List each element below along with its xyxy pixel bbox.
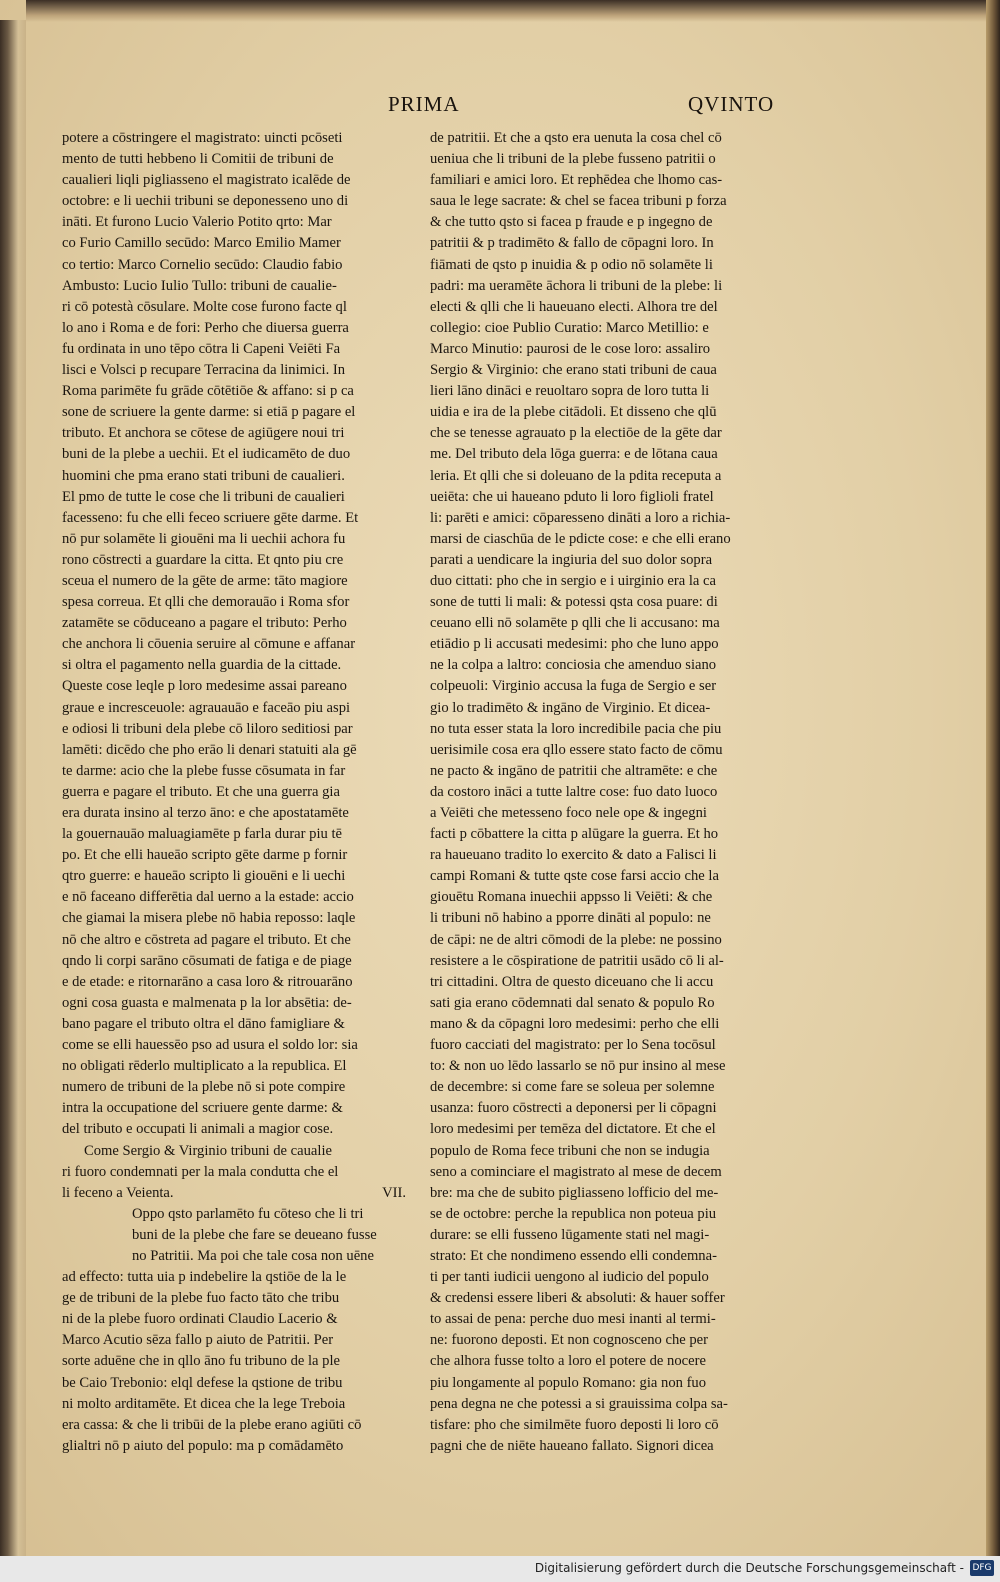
text-line: facesseno: fu che elli feceo scriuere gēte darme. Et — [62, 509, 359, 526]
text-line: li: parēti e amici: cōparesseno dināti a loro a richia- — [430, 509, 731, 526]
text-line: che se tenesse agrauato p la electiōe de la gēte dar — [430, 425, 722, 442]
text-line: ināti. Et furono Lucio Valerio Potito qrto: Mar — [62, 214, 332, 231]
text-line: Marco Minutio: paurosi de le cose loro: assaliro — [430, 340, 711, 357]
text-line: nō che altro e cōstreta ad pagare el tributo. Et che — [62, 931, 351, 948]
text-line: de cāpi: ne de altri cōmodi de la plebe: ne possino — [430, 931, 722, 948]
text-line: duo cittati: pho che in sergio e i uirginio era la ca — [430, 572, 716, 589]
text-line: Queste cose leqle p loro medesime assai pareano — [62, 678, 347, 695]
text-line: lieri lāno dināci e reuoltaro sopra de loro tutta li — [430, 383, 710, 400]
text-line: marsi de ciaschūa de le pdicte cose: e che elli erano — [430, 530, 731, 547]
text-line: che anchora li cōuenia seruire al cōmune e affanar — [62, 636, 356, 653]
text-line: resistere a le cōspiratione de patritii usādo cō li al- — [430, 952, 724, 969]
text-line: me. Del tributo dela lōga guerra: e de lōtana caua — [430, 446, 718, 463]
text-line: campi Romani & tutte qste cose farsi accio che la — [430, 868, 719, 885]
left-page-edge — [0, 20, 26, 1556]
text-line: colpeuoli: Virginio accusa la fuga de Sergio e ser — [430, 678, 717, 695]
text-line: uerisimile cosa era qllo essere stato facto de cōmu — [430, 741, 723, 758]
text-line: la gouernauāo maluagiamēte p farla durar piu tē — [62, 826, 342, 843]
text-line: uidia e ira de la plebe citādoli. Et disseno che qlū — [430, 404, 717, 421]
text-line: sone de scriuere la gente darme: si etiā p pagare el — [62, 404, 356, 421]
text-line: nō pur solamēte li giouēni ma li uechii achora fu — [62, 530, 346, 547]
text-line: ne la colpa a laltro: conciosia che amenduo siano — [430, 657, 717, 674]
text-line: El pmo de tutte le cose che li tribuni de caualieri — [62, 488, 345, 505]
running-header-right: QVINTO — [688, 92, 775, 116]
text-line: sceua el numero de la gēte de arme: tāto magiore — [62, 572, 348, 589]
text-line: era durata insino al terzo āno: e che apostatamēte — [62, 805, 349, 821]
text-line: da costoro ināci a tutte laltre cose: fuo dato luoco — [430, 783, 718, 800]
text-line: bano pagare el tributo oltra el dāno famigliare & — [62, 1015, 345, 1032]
text-line: bre: ma che de subito pigliasseno lofficio del me- — [430, 1184, 719, 1201]
text-line: caualieri liqli pigliasseno el magistrato icalēde de — [62, 172, 351, 189]
text-line: leria. Et qlli che si doleuano de la pdita receputa a — [430, 467, 722, 484]
text-line: piu longamente al populo Romano: gia non fuo — [430, 1374, 707, 1391]
text-line: etiādio p li accusati medesimi: pho che luno appo — [430, 636, 719, 653]
text-line: ti per tanti iudicii uengono al iudicio del populo — [430, 1269, 709, 1286]
chapter-text-line: ni molto arditamēte. Et dicea che la lege Treboia — [62, 1395, 346, 1412]
chapter-text-line: glialtri nō p aiuto del populo: ma p comādamēto — [62, 1437, 344, 1454]
text-line: ri cō potestà cōsulare. Molte cose furono facte ql — [62, 298, 347, 315]
text-line: durare: se elli fusseno lūgamente stati nel magi- — [430, 1226, 710, 1243]
text-line: zatamēte se cōduceano a pagare el tributo: Perho — [62, 615, 347, 632]
text-line: usanza: fuoro cōstrecti a deponersi per li cōpagni — [430, 1100, 717, 1117]
text-line: Sergio & Virginio: che erano stati tribuni de caua — [430, 362, 717, 379]
text-line: fiāmati de qsto p inuidia & p odio nō solamēte li — [430, 256, 713, 273]
left-text-column — [62, 128, 414, 1457]
text-line: graue e incresceuole: agrauauāo e faceāo piu aspi — [62, 699, 351, 716]
text-line: a Veiēti che metesseno foco nele ope & ingegni — [430, 805, 707, 821]
chapter-text-line: sorte aduēne che in qllo āno fu tribuno de la ple — [62, 1353, 341, 1370]
text-line: che alhora fusse tolto a loro el potere de nocere — [430, 1353, 706, 1370]
text-line: ne pacto & ingāno de patritii che altramēte: e che — [430, 762, 718, 779]
right-text-column — [430, 128, 798, 1457]
text-line: fuoro cacciati del magistrato: per lo Sena tocōsul — [430, 1037, 716, 1054]
text-line: & che tutto qsto si facea p fraude e p ingegno de — [430, 214, 713, 231]
chapter-heading-line: Come Sergio & Virginio tribuni de caualie — [84, 1142, 332, 1159]
text-line: loro medesimi per temēza del dictatore. Et che el — [430, 1121, 716, 1138]
text-line: buni de la plebe a uechii. Et el iudicamēto de duo — [62, 446, 351, 463]
text-line: spesa correua. Et qlli che demorauāo i Roma sfor — [62, 594, 350, 611]
text-line: lamēti: dicēdo che pho erāo li denari statuiti ala gē — [62, 741, 357, 758]
text-line: familiari e amici loro. Et rephēdea che lhomo cas- — [430, 172, 723, 189]
text-line: to assai de pena: perche duo mesi inanti al termi- — [430, 1311, 716, 1328]
text-line: come se elli hauessēo pso ad usura el soldo lor: sia — [62, 1037, 358, 1054]
text-line: parati a uendicare la ingiuria del suo dolor sopra — [430, 551, 713, 568]
text-line: padri: ma ueramēte āchora li tribuni de la plebe: li — [430, 277, 723, 294]
text-line: facti p cōbattere la citta p alūgare la guerra. Et ho — [430, 826, 719, 843]
text-line: Ambusto: Lucio Iulio Tullo: tribuni de caualie- — [62, 277, 337, 294]
text-line: de decembre: si come fare se soleua per solemne — [430, 1079, 715, 1096]
text-line: & credensi essere liberi & absoluti: & hauer soffer — [430, 1290, 725, 1307]
chapter-heading-line: li feceno a Veienta. VII. — [62, 1183, 414, 1204]
chapter-text-line: ni de la plebe fuoro ordinati Claudio Lacerio & — [62, 1311, 338, 1328]
text-line: intra la occupatione del scriuere gente darme: & — [62, 1100, 343, 1117]
text-line: te darme: acio che la plebe fusse cōsumata in far — [62, 762, 346, 779]
text-line: strato: Et che nondimeno essendo elli condemna- — [430, 1247, 717, 1264]
text-line: tisfare: pho che similmēte fuoro deposti li loro cō — [430, 1416, 719, 1433]
text-line: ceuano elli nō solamēte p qlli che li accusano: ma — [430, 615, 720, 632]
text-line: giouētu Romana inuechii appsso li Veiēti: & che — [430, 889, 713, 906]
text-line: li tribuni nō habino a pporre dināti al populo: ne — [430, 910, 711, 927]
right-page-edge — [986, 0, 1000, 1556]
text-line: qtro guerre: e haueāo scripto li giouēni e li uechi — [62, 868, 346, 885]
text-line: de patritii. Et che a qsto era uenuta la cosa chel cō — [430, 130, 722, 146]
running-header-left: PRIMA — [388, 92, 460, 116]
chapter-text-line: ge de tribuni de la plebe fuo facto tāto che tribu — [62, 1290, 340, 1307]
chapter-text-line: era cassa: & che li tribūi de la plebe erano agiūti cō — [62, 1416, 362, 1433]
chapter-text-line: Marco Acutio sēza fallo p aiuto de Patritii. Per — [62, 1332, 334, 1349]
text-line: patritii & p tradimēto & fallo de cōpagni loro. In — [430, 235, 714, 252]
text-line: ogni cosa guasta e malmenata p la lor absētia: de- — [62, 994, 352, 1011]
text-line: e odiosi li tribuni dela plebe cō liloro seditiosi par — [62, 720, 353, 737]
text-line: gio lo tradimēto & ingāno de Virginio. Et dicea- — [430, 699, 711, 716]
chapter-text-line: buni de la plebe che fare se deueano fusse — [132, 1226, 377, 1243]
text-line: no obligati rēderlo multiplicato a la republica. El — [62, 1058, 347, 1075]
chapter-text-line: ad effecto: tutta uia p indebelire la qstiōe de la le — [62, 1269, 347, 1286]
text-line: che giamai la misera plebe nō habia reposso: laqle — [62, 910, 356, 927]
text-line: electi & qlli che li haueuano electi. Alhora tre del — [430, 298, 718, 315]
text-line: sati gia erano cōdemnati dal senato & populo Ro — [430, 994, 715, 1011]
text-line: del tributo e occupati li animali a magior cose. — [62, 1121, 334, 1138]
text-line: lisci e Volsci p recupare Terracina da linimici. In — [62, 362, 346, 379]
text-line: e de etade: e ritornarāno a casa loro & ritrouarāno — [62, 973, 353, 990]
text-line: fu ordinata in uno tēpo cōtra li Capeni Veiēti Fa — [62, 340, 341, 357]
text-line: Roma parimēte fu grāde cōtētiōe & affano: si p ca — [62, 383, 354, 400]
text-line: se de octobre: perche la republica non poteua piu — [430, 1205, 717, 1222]
text-line: numero de tribuni de la plebe nō si pote compire — [62, 1079, 346, 1096]
text-line: rono cōstrecti a guardare la citta. Et qnto piu cre — [62, 551, 344, 568]
chapter-heading-line: ri fuoro condemnati per la mala condutta che el — [62, 1163, 339, 1180]
text-line: ueiēta: che ui haueano pduto li loro figlioli fratel — [430, 488, 714, 505]
text-line: co Furio Camillo secūdo: Marco Emilio Mamer — [62, 235, 341, 252]
text-line: ne: fuorono deposti. Et non cognosceno che per — [430, 1332, 709, 1349]
text-line: tributo. Et anchora se cōtese de agiūgere noui tri — [62, 425, 345, 442]
text-line: ueniua che li tribuni de la plebe fusseno patritii o — [430, 151, 716, 168]
text-line: populo de Roma fece tribuni che non se indugia — [430, 1142, 710, 1159]
text-line: pena degna ne che potessi a si grauissima colpa sa- — [430, 1395, 728, 1412]
text-line: no tuta esser stata la loro incredibile pacia che piu — [430, 720, 722, 737]
dfg-logo: DFG — [970, 1560, 994, 1576]
chapter-number: VII. — [382, 1184, 406, 1201]
text-line: mento de tutti hebbeno li Comitii de tribuni de — [62, 151, 334, 168]
chapter-text-line: be Caio Trebonio: elql defese la qstione de tribu — [62, 1374, 343, 1391]
text-line: huomini che pma erano stati tribuni de caualieri. — [62, 467, 345, 484]
text-line: seno a cominciare el magistrato al mese de decem — [430, 1163, 722, 1180]
text-line: sone de tutti li mali: & potessi qsta cosa puare: di — [430, 594, 718, 611]
text-line: tri cittadini. Oltra de questo diceuano che li accu — [430, 973, 714, 990]
text-line: guerra e pagare el tributo. Et che una guerra gia — [62, 783, 340, 800]
text-line: lo ano i Roma e de fori: Perho che diuersa guerra — [62, 319, 349, 336]
chapter-text-line: Oppo qsto parlamēto fu cōteso che li tri — [132, 1205, 364, 1222]
text-line: e nō faceano differētia dal uerno a la estade: accio — [62, 889, 354, 906]
text-line: octobre: e li uechii tribuni se deponesseno uno di — [62, 193, 349, 210]
text-line: to: & non uo lēdo lassarlo se nō pur insino al mese — [430, 1058, 726, 1075]
text-line: collegio: cioe Publio Curatio: Marco Metillio: e — [430, 319, 709, 336]
funding-credit: Digitalisierung gefördert durch die Deutsche Forschungsgemeinschaft - — [534, 1561, 964, 1575]
text-line: pagni che de niēte haueano fallato. Signori dicea — [430, 1437, 714, 1454]
page-top-shadow — [26, 0, 986, 22]
text-line: saua le lege sacrate: & chel se facea tribuni p forza — [430, 193, 727, 210]
text-line: potere a cōstringere el magistrato: uincti pcōseti — [62, 130, 343, 146]
text-line: qndo li corpi sarāno cōsumati de fatiga e de piage — [62, 952, 352, 969]
text-line: si oltra el pagamento nella guardia de la cittade. — [62, 657, 342, 674]
text-line: mano & da cōpagni loro medesimi: perho che elli — [430, 1015, 720, 1032]
text-line: po. Et che elli haueāo scripto gēte darme p fornir — [62, 847, 348, 864]
chapter-text-line: no Patritii. Ma poi che tale cosa non uēne — [132, 1247, 374, 1264]
text-line: co tertio: Marco Cornelio secūdo: Claudio fabio — [62, 256, 343, 273]
text-line: ra haueuano tradito lo exercito & dato a Falisci li — [430, 847, 717, 864]
footer-bar — [0, 1556, 1000, 1582]
